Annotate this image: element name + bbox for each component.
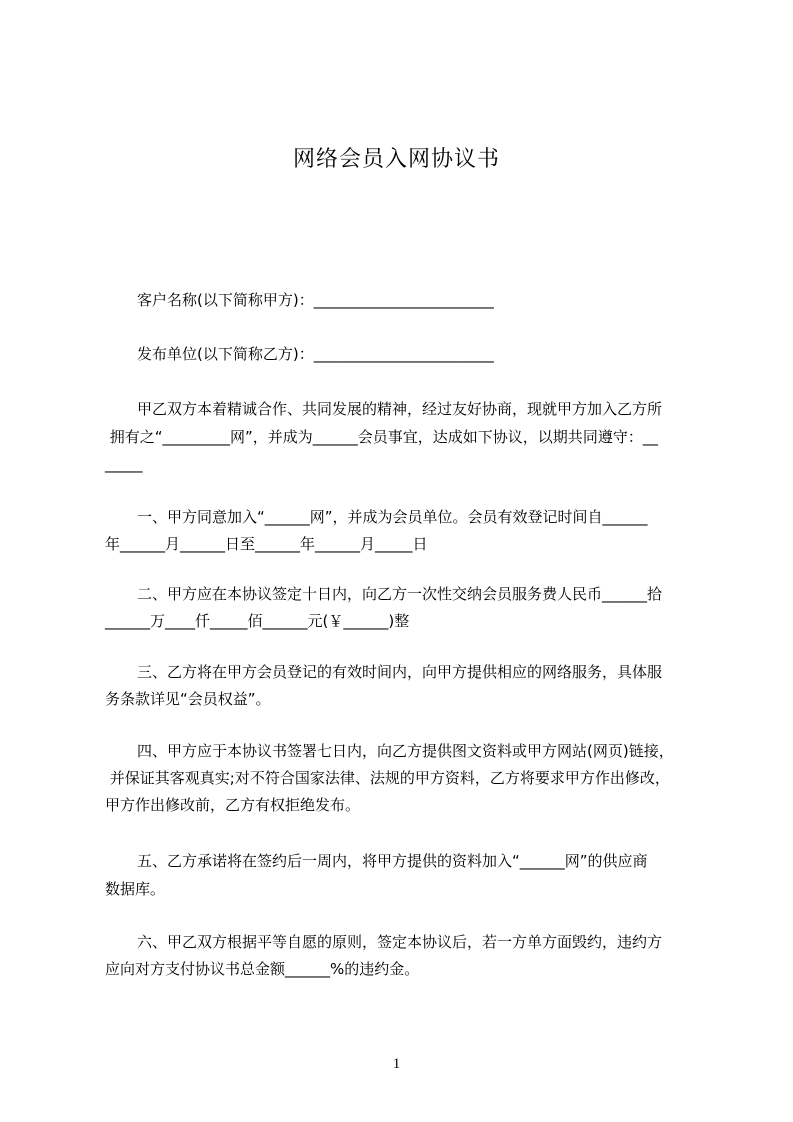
paragraph-line: 五、乙方承诺将在签约后一周内，将甲方提供的资料加入“______网”的供应商 bbox=[137, 852, 648, 870]
paragraph-line: 三、乙方将在甲方会员登记的有效时间内，向甲方提供相应的网络服务，具体服 bbox=[137, 663, 663, 681]
party-b-line: 发布单位(以下简称乙方)：________________________ bbox=[137, 345, 494, 363]
paragraph-line: 二、甲方应在本协议签定十日内，向乙方一次性交纳会员服务费人民币______拾 bbox=[137, 585, 663, 603]
paragraph-line: 并保证其客观真实;对不符合国家法律、法规的甲方资料，乙方将要求甲方作出修改， bbox=[105, 769, 670, 787]
paragraph-line: 六、甲乙双方根据平等自愿的原则，签定本协议后，若一方单方面毁约，违约方 bbox=[137, 933, 663, 951]
paragraph-line: 四、甲方应于本协议书签署七日内，向乙方提供图文资料或甲方网站(网页)链接， bbox=[137, 742, 674, 760]
paragraph-line: 一、甲方同意加入“______网”，并成为会员单位。会员有效登记时间自______ bbox=[137, 508, 648, 526]
paragraph-line: 甲乙双方本着精诚合作、共同发展的精神，经过友好协商，现就甲方加入乙方所 bbox=[137, 400, 663, 418]
party-a-line: 客户名称(以下简称甲方)：________________________ bbox=[137, 291, 494, 309]
page-number: 1 bbox=[392, 1056, 401, 1072]
paragraph-line: ______万____仟_____佰______元(￥______)整 bbox=[105, 612, 410, 630]
paragraph-line: _____ bbox=[105, 455, 143, 473]
paragraph-line: 应向对方支付协议书总金额______%的违约金。 bbox=[105, 960, 420, 978]
document-title: 网络会员入网协议书 bbox=[292, 147, 500, 172]
paragraph-line: 年______月______日至______年______月_____日 bbox=[105, 535, 428, 553]
paragraph-line: 数据库。 bbox=[105, 880, 166, 898]
paragraph-line: 甲方作出修改前，乙方有权拒绝发布。 bbox=[105, 796, 361, 814]
paragraph-line: 务条款详见“会员权益”。 bbox=[105, 690, 271, 708]
paragraph-line: 拥有之“_________网”，并成为______会员事宜，达成如下协议，以期共同遵守：__ bbox=[105, 428, 658, 446]
